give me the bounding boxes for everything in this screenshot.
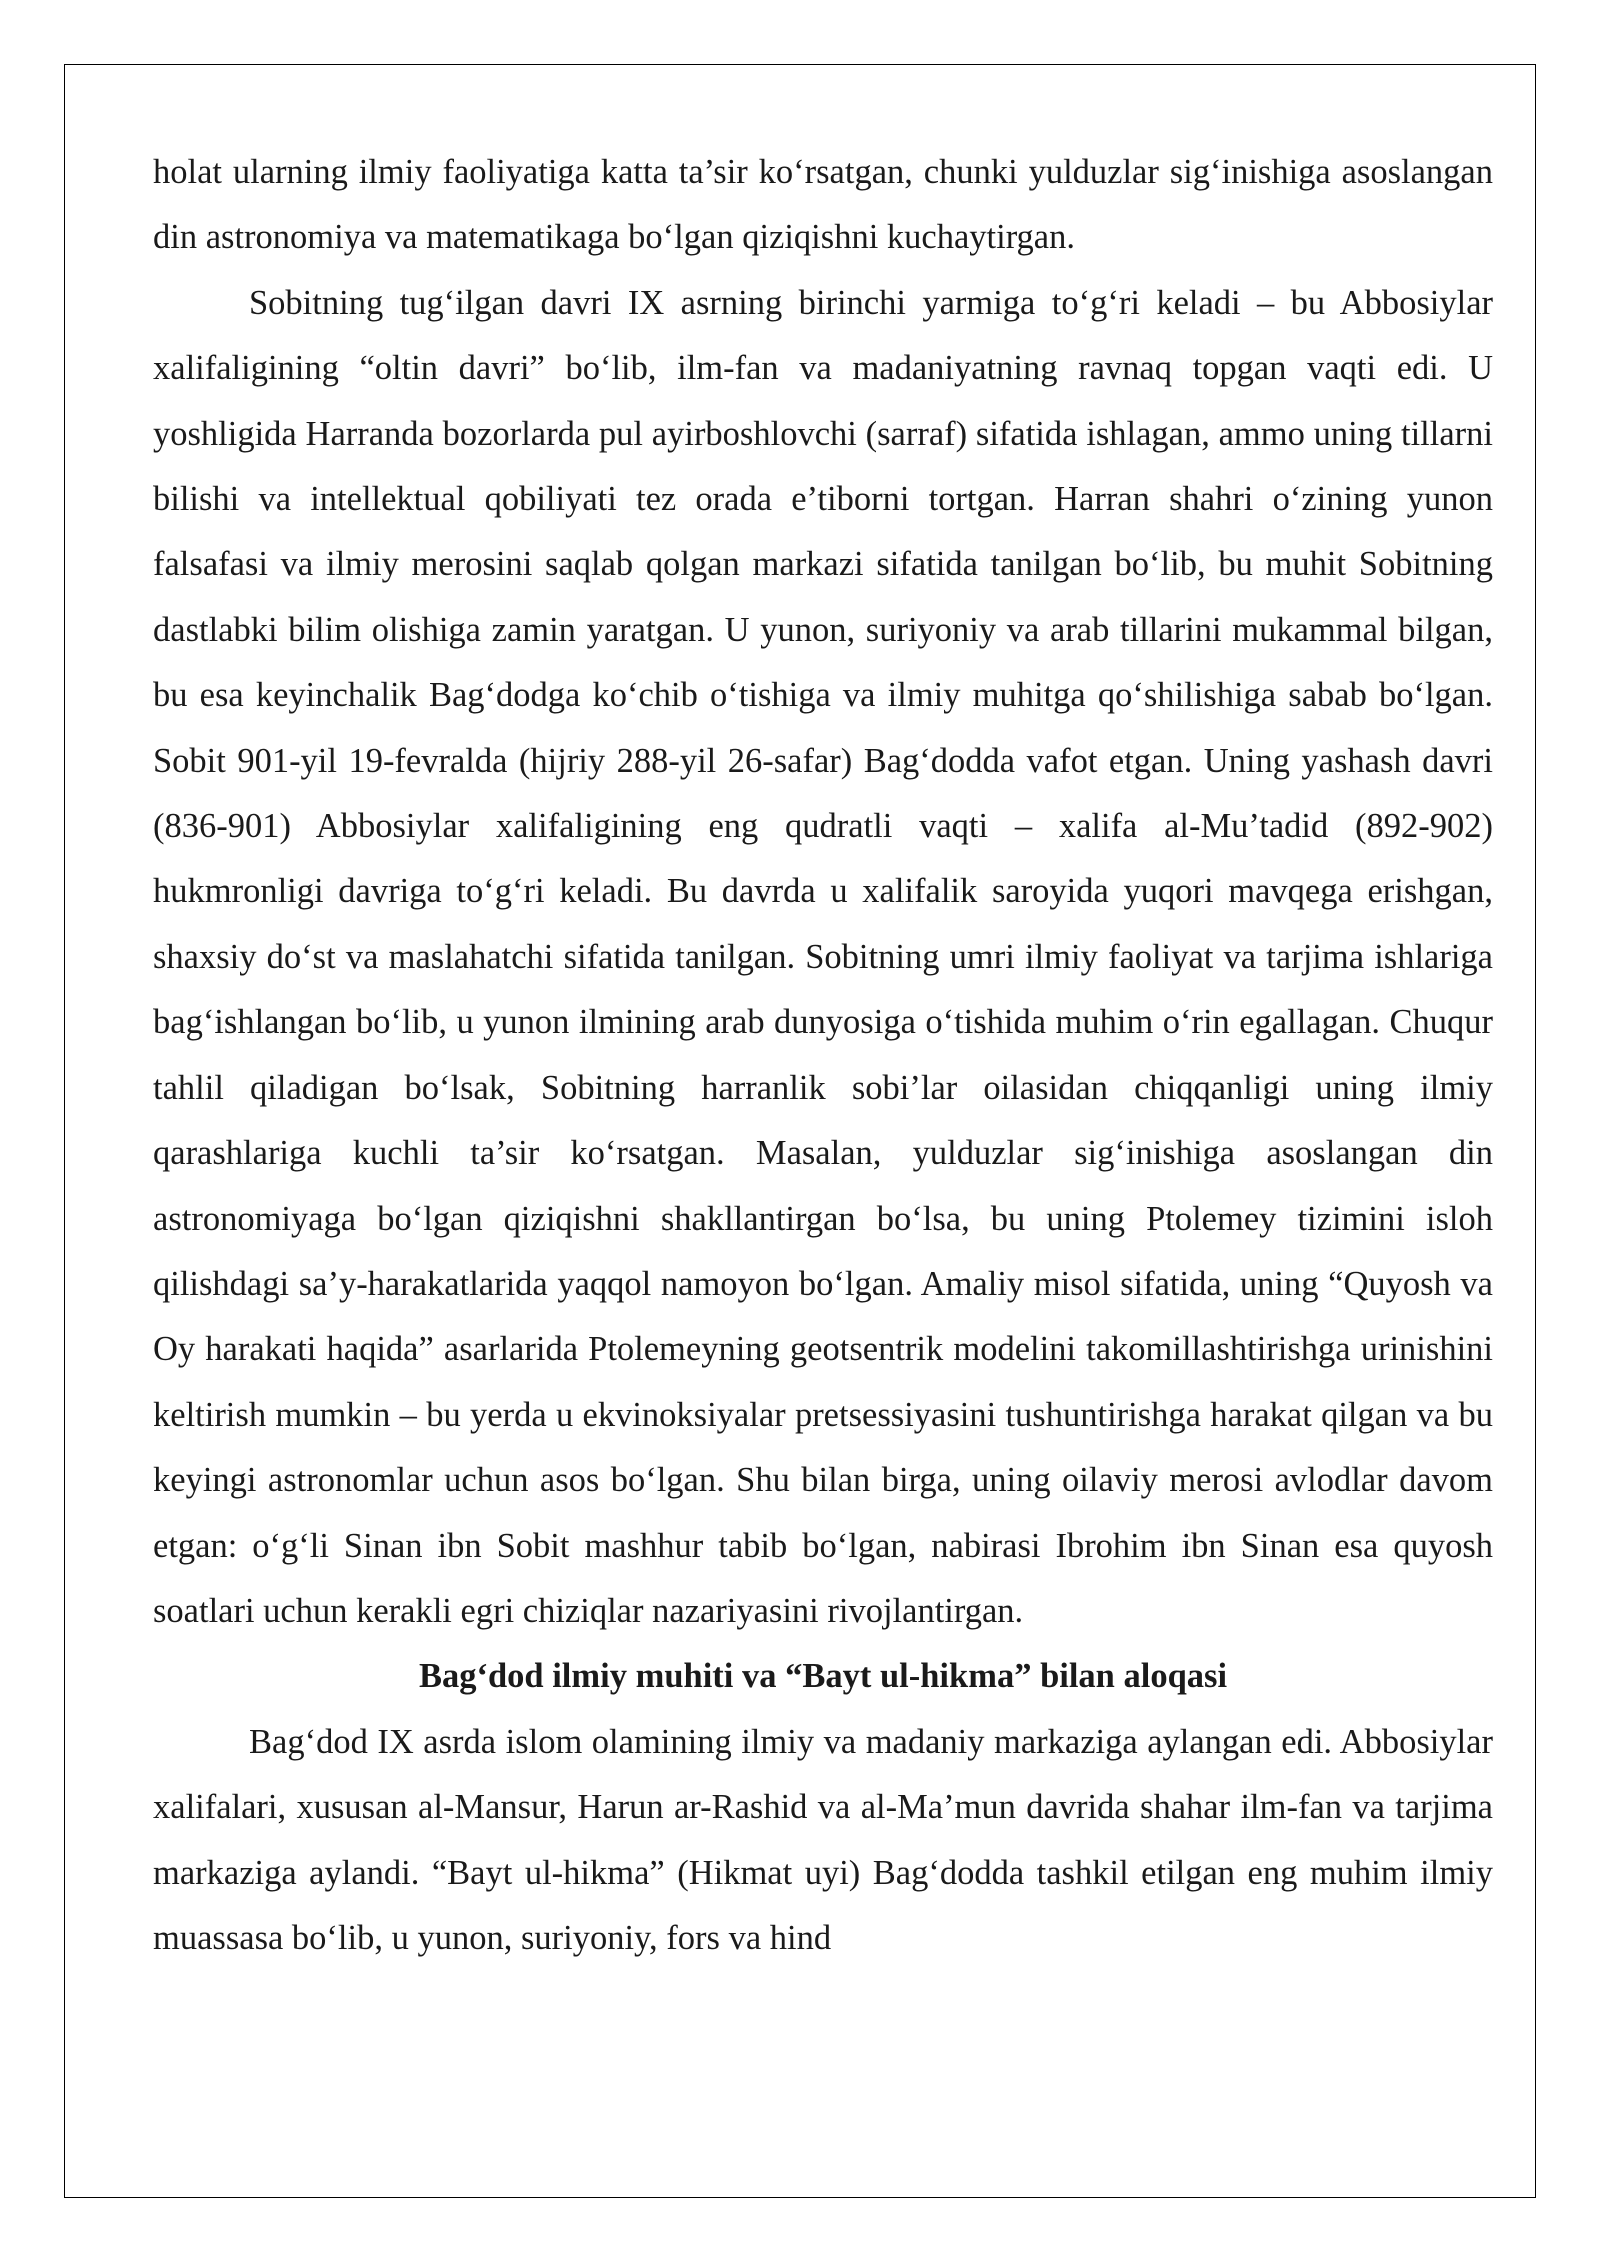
paragraph-sobit-biography: Sobitning tug‘ilgan davri IX asrning birinchi yarmiga to‘g‘ri keladi – bu Abbosiylar xalifaligining “oltin davri” bo‘lib, ilm-fan va madaniyatning ravnaq topgan vaqti edi. U yoshligida Harranda bozorlarda pul ayirboshlovchi (sarraf) sifatida ishlagan, ammo uning tillarni bilishi va intellektual qobiliyati tez orada e’tiborni tortgan. Harran shahri o‘zining yunon falsafasi va ilmiy merosini saqlab qolgan markazi sifatida tanilgan bo‘lib, bu muhit Sobitning dastlabki bilim olishiga zamin yaratgan. U yunon, suriyoniy va arab tillarini mukammal bilgan, bu esa keyinchalik Bag‘dodga ko‘chib o‘tishiga va ilmiy muhitga qo‘shilishiga sabab bo‘lgan. Sobit 901-yil 19-fevralda (hijriy 288-yil 26-safar) Bag‘dodda vafot etgan. Uning yashash davri (836-901) Abbosiylar xalifaligining eng qudratli vaqti – xalifa al-Mu’tadid (892-902) hukmronligi davriga to‘g‘ri keladi. Bu davrda u xalifalik saroyida yuqori mavqega erishgan, shaxsiy do‘st va maslahatchi sifatida tanilgan. Sobitning umri ilmiy faoliyat va tarjima ishlariga bag‘ishlangan bo‘lib, u yunon ilmining arab dunyosiga o‘tishida muhim o‘rin egallagan. Chuqur tahlil qiladigan bo‘lsak, Sobitning harranlik sobi’lar oilasidan chiqqanligi uning ilmiy qarashlariga kuchli ta’sir ko‘rsatgan. Masalan, yulduzlar sig‘inishiga asoslangan din astronomiyaga bo‘lgan qiziqishni shakllantirgan bo‘lsa, bu uning Ptolemey tizimini isloh qilishdagi sa’y-harakatlarida yaqqol namoyon bo‘lgan. Amaliy misol sifatida, uning “Quyosh va Oy harakati haqida” asarlarida Ptolemeyning geotsentrik modelini takomillashtirishga urinishini keltirish mumkin – bu yerda u ekvinoksiyalar pretsessiyasini tushuntirishga harakat qilgan va bu keyingi astronomlar uchun asos bo‘lgan. Shu bilan birga, uning oilaviy merosi avlodlar davom etgan: o‘g‘li Sinan ibn Sobit mashhur tabib bo‘lgan, nabirasi Ibrohim ibn Sinan esa quyosh soatlari uchun kerakli egri chiziqlar nazariyasini rivojlantirgan. (153, 283, 1493, 1630)
section-heading: Bag‘dod ilmiy muhiti va “Bayt ul-hikma” bilan aloqasi (418, 1657, 1228, 1696)
paragraph-baghdad: Bag‘dod IX asrda islom olamining ilmiy va madaniy markaziga aylangan edi. Abbosiylar xalifalari, xususan al-Mansur, Harun ar-Rashid va al-Ma’mun davrida shahar ilm-fan va tarjima markaziga aylandi. “Bayt ul-hikma” (Hikmat uyi) Bag‘dodda tashkil etilgan eng muhim ilmiy muassasa bo‘lib, u yunon, suriyoniy, fors va hind (153, 1722, 1493, 1957)
document-body (153, 140, 1493, 1971)
paragraph-continuation: holat ularning ilmiy faoliyatiga katta ta’sir ko‘rsatgan, chunki yulduzlar sig‘inishiga asoslangan din astronomiya va matematikaga bo‘lgan qiziqishni kuchaytirgan. (153, 153, 1493, 257)
